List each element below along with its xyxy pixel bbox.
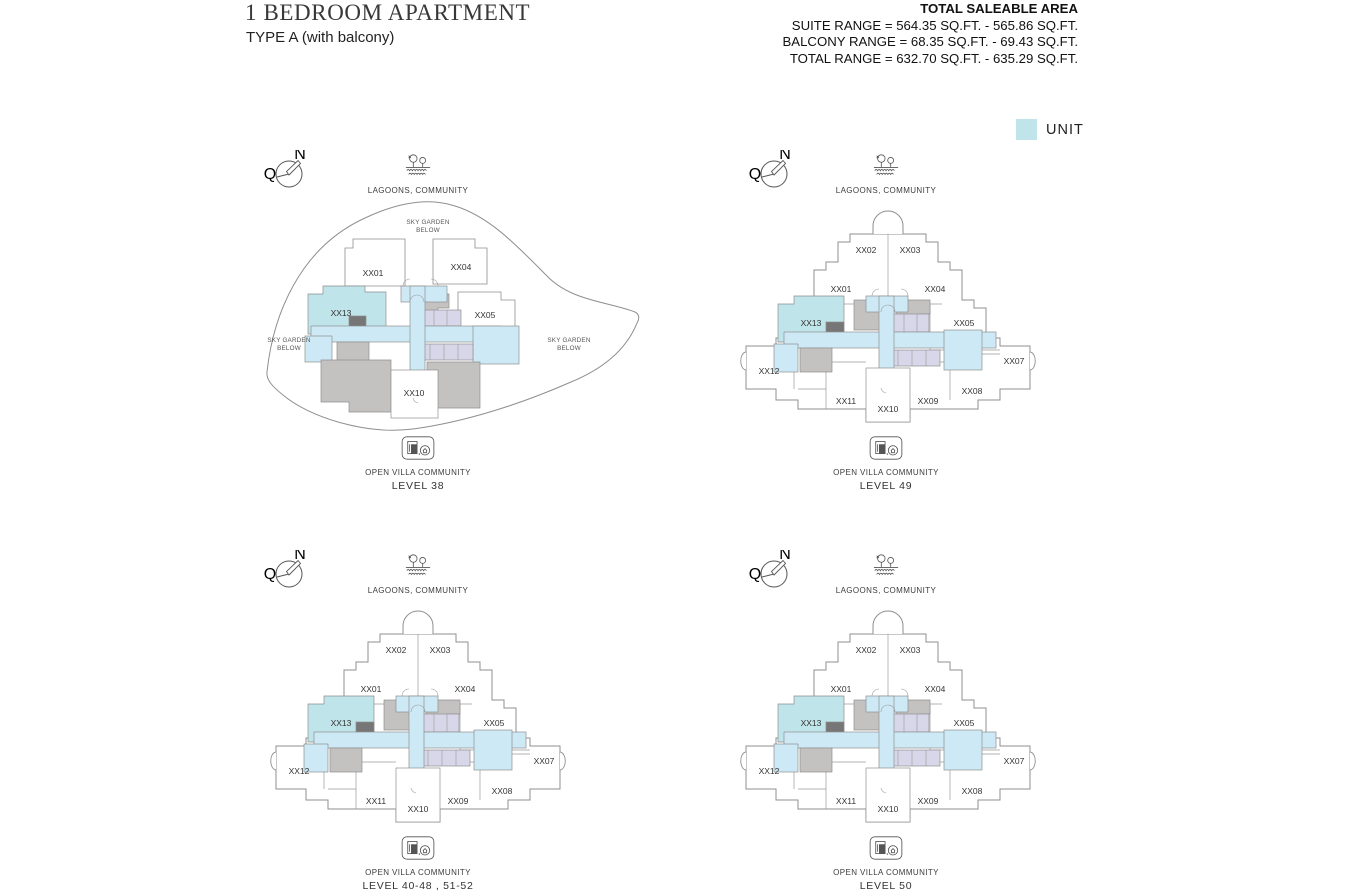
open-villa-icon (399, 834, 437, 862)
open-villa-icon (867, 834, 905, 862)
lagoons-community-block (738, 152, 1034, 195)
balcony-range-line: BALCONY RANGE = 68.35 SQ.FT. - 69.43 SQ.FT. (782, 34, 1078, 50)
lagoons-label: LAGOONS, COMMUNITY (367, 586, 469, 595)
suite-range-line: SUITE RANGE = 564.35 SQ.FT. - 565.86 SQ.FT. (791, 17, 1078, 33)
total-range-line: TOTAL RANGE = 632.70 SQ.FT. - 635.29 SQ.FT. (789, 50, 1078, 66)
level-label: LEVEL 40-48 , 51-52 (362, 880, 474, 892)
floor-plan-figure-level-50 (738, 550, 1038, 896)
lagoons-label: LAGOONS, COMMUNITY (367, 186, 469, 195)
floor-plan-level-40-48-51-52 (268, 596, 568, 846)
saleable-area-block (783, 1, 1079, 67)
lagoons-community-block (253, 152, 583, 195)
unit-legend (1016, 119, 1084, 140)
lagoons-community-block (253, 552, 583, 595)
floor-plan-figure-level-40-48-51-52 (253, 550, 643, 896)
floor-plan-level-50 (738, 596, 1038, 846)
lagoons-community-block (738, 552, 1034, 595)
level-label: LEVEL 50 (859, 880, 913, 892)
open-villa-block (738, 434, 1034, 477)
lagoons-icon (869, 552, 903, 580)
unit-legend-label: UNIT (1046, 121, 1084, 138)
level-label: LEVEL 38 (391, 480, 445, 492)
lagoons-icon (869, 152, 903, 180)
lagoons-label: LAGOONS, COMMUNITY (835, 186, 937, 195)
floor-plan-level-38 (253, 196, 643, 446)
open-villa-label: OPEN VILLA COMMUNITY (365, 468, 471, 477)
open-villa-icon (867, 434, 905, 462)
open-villa-block (253, 834, 583, 877)
open-villa-block (738, 834, 1034, 877)
page-title: 1 BEDROOM APARTMENT (245, 0, 531, 25)
open-villa-label: OPEN VILLA COMMUNITY (833, 868, 939, 877)
lagoons-icon (401, 552, 435, 580)
lagoons-label: LAGOONS, COMMUNITY (835, 586, 937, 595)
open-villa-block (253, 434, 583, 477)
floor-plan-level-49 (738, 196, 1038, 446)
floor-plan-figure-level-49 (738, 150, 1038, 498)
open-villa-icon (399, 434, 437, 462)
page-subtitle: TYPE A (with balcony) (246, 29, 395, 46)
open-villa-label: OPEN VILLA COMMUNITY (833, 468, 939, 477)
open-villa-label: OPEN VILLA COMMUNITY (365, 868, 471, 877)
floor-plan-figure-level-38 (253, 150, 643, 498)
unit-legend-swatch (1016, 119, 1037, 140)
lagoons-icon (401, 152, 435, 180)
saleable-area-title: TOTAL SALEABLE AREA (920, 1, 1078, 16)
level-label: LEVEL 49 (859, 480, 913, 492)
